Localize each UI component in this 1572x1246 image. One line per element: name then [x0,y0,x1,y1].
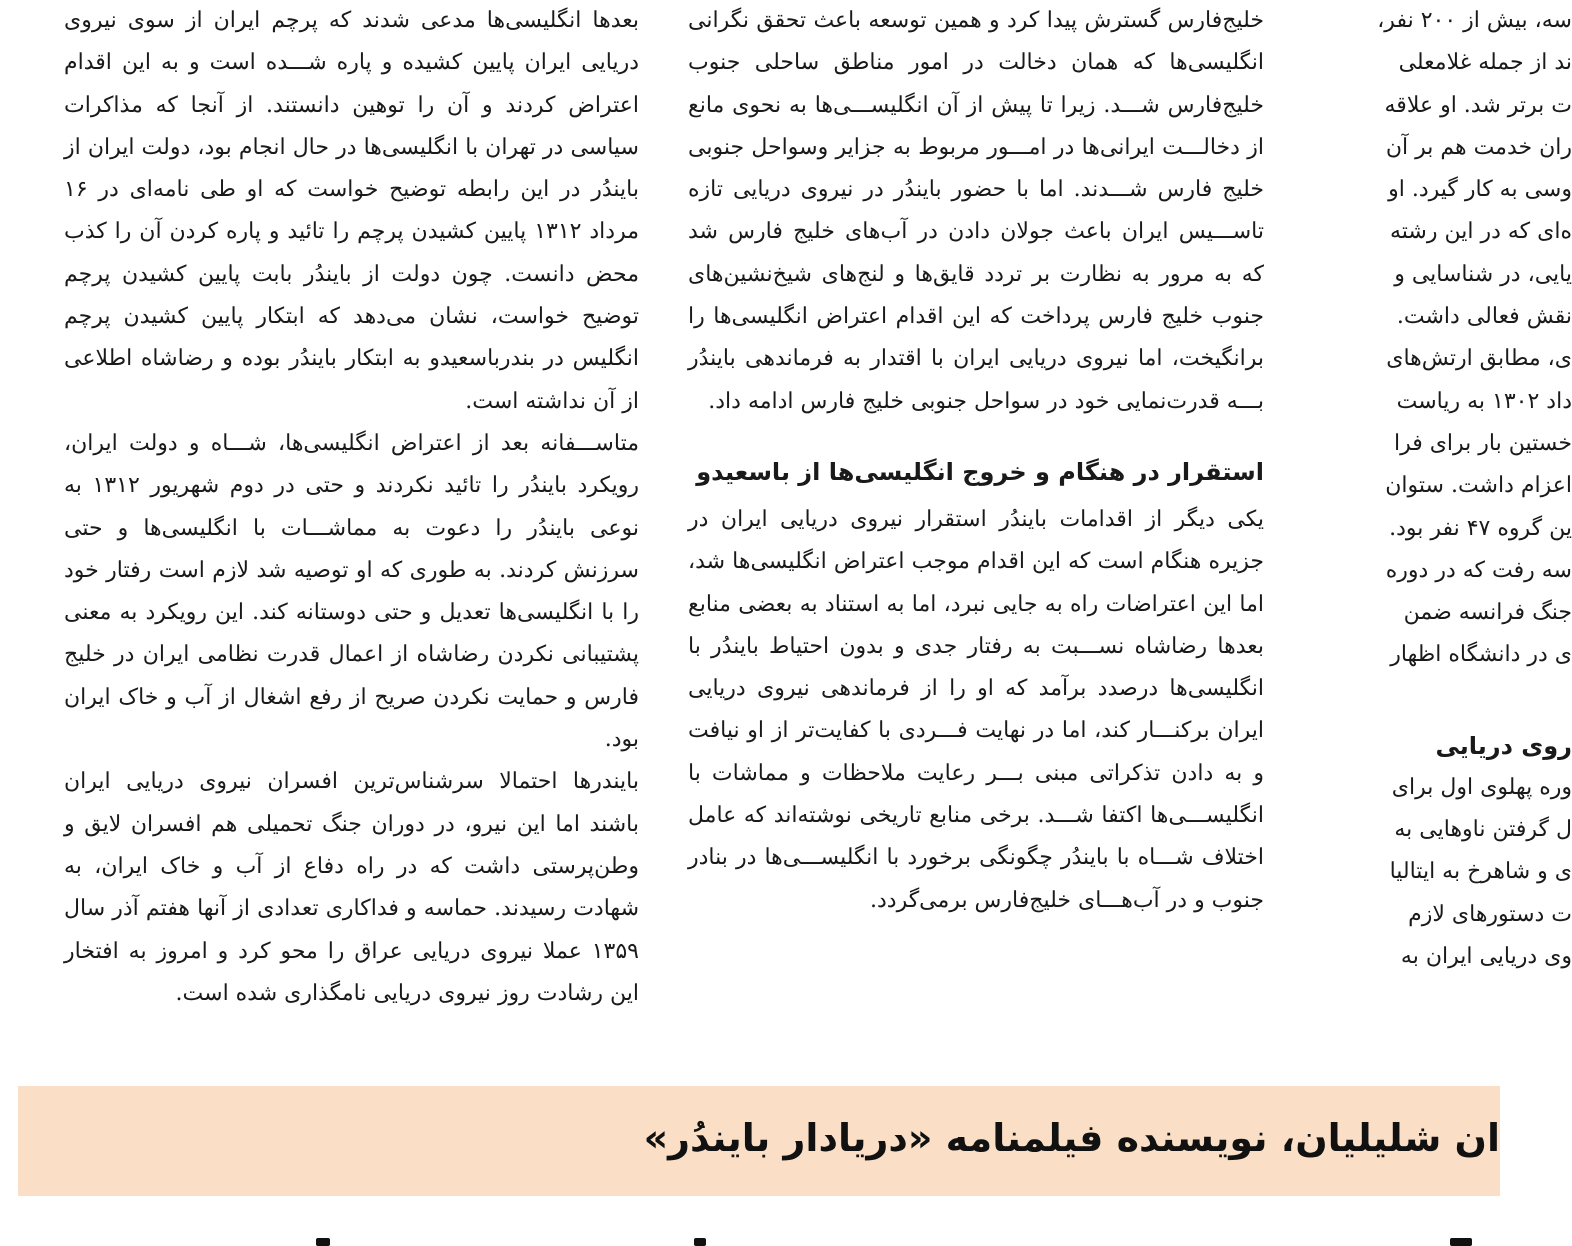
line: ران خدمت هم بر آن [1385,134,1572,160]
line: اعزام داشت. ستوان [1385,473,1572,499]
line: ی، مطابق ارتش‌های [1386,346,1572,372]
line: ین گروه ۴۷ نفر بود. [1389,515,1572,541]
line: ل گرفتن ناوهایی به [1394,817,1572,843]
line: داد ۱۳۰۲ به ریاست [1396,388,1572,414]
line: وره پهلوی اول برای [1391,774,1572,800]
line: ی در دانشگاه اظهار [1390,642,1572,668]
line: سه، بیش از ۲۰۰ نفر، [1377,8,1572,33]
line: ت برتر شد. او علاقه [1384,92,1572,118]
line: یایی، در شناسایی و [1394,261,1572,287]
paragraph: یکی دیگر از اقدامات بایندُر استقرار نیروی دریایی ایران در جزیره هنگام است که این اقدام موجب اعتراض انگلیسی‌ها شد، اما این اعتراضات راه به جایی نبرد، اما به استناد به بعضی منابع بعدها رضاشاه نســـبت به رفتار جدی و بدون احتیاط بایندُر با انگلیسی‌ها درصدد برآمد که او را از فرماندهی نیروی دریایی ایران برکنـــار کند، اما در نهایت فـــردی با کفایت‌تر از او نیافت و به دادن تذکراتی مبنی بـــر رعایت ملاحظات و مماشات با انگلیســـی‌ها اکتفا شـــد. برخی منابع تاریخی نوشته‌اند که عامل اختلاف شـــاه با بایندُر چگونگی برخورد با انگلیســـی‌ها در بنادر جنوب و در آب‌هـــای خلیج‌فارس برمی‌گردد. [688,506,1264,913]
line: نقش فعالی داشت. [1396,304,1572,330]
article-column-left [64,0,639,1020]
line: ی و شاهرخ به ایتالیا [1389,859,1572,885]
line: وسی به کار گیرد. او [1388,177,1572,203]
paragraph: متاســـفانه بعد از اعتراض انگلیسی‌ها، شـــاه و دولت ایران، رویکرد بایندُر را تائید نکردند و حتی در دوم شهریور ۱۳۱۲ به نوعی بایندُر را دعوت به مماشـــات با انگلیسی‌ها و حتی سرزنش کردند. به طوری که او توصیه شد لازم است رفتار خود را با انگلیسی‌ها تعدیل و حتی دوستانه کند. این رویکرد به معنی پشتیبانی نکردن رضاشاه از اعمال قدرت نظامی ایران در خلیج فارس و حمایت نکردن صریح از رفع اشغال از آب و خاک ایران بود. [64,430,639,753]
interview-title-banner [18,1086,1500,1196]
line: ت دستورهای لازم [1408,901,1572,927]
paragraph: بعدها انگلیسی‌ها مدعی شدند که پرچم ایران از سوی نیروی دریایی ایران پایین کشیده و پاره شـــده است و به این اقدام اعتراض کردند و آن را توهین دانستند. از آنجا که مذاکرات سیاسی در تهران با انگلیسی‌ها در حال انجام بود، دولت ایران از بایندُر در این رابطه توضیح خواست که او طی نامه‌ای در ۱۶ مرداد ۱۳۱۲ پایین کشیدن پرچم را تائید و پاره کردن آن را کذب محض دانست. چون دولت از بایندُر بابت پایین کشیدن پرچم توضیح خواست، نشان می‌دهد که ابتکار پایین کشیدن پرچم انگلیس در بندرباسعیدو به ابتکار بایندُر بوده و رضاشاه اطلاعی از آن نداشته است. [64,8,640,414]
line: خستین بار برای فرا [1393,430,1572,456]
line: وی دریایی ایران به [1400,943,1572,969]
section-heading: روی دریایی [1435,731,1572,760]
cut-off-next-line [0,1228,1500,1244]
line: جنگ فرانسه ضمن [1403,600,1572,626]
paragraph: بایندرها احتمالا سرشناس‌ترین افسران نیروی دریایی ایران باشند اما این نیرو، در دوران جنگ تحمیلی هم افسران لایق و وطن‌پرستی داشت که در راه دفاع از آب و خاک ایران، به شهادت رسیدند. حماسه و فداکاری تعدادی از آنها هفتم آذر سال ۱۳۵۹ عملا نیروی دریایی عراق را محو کرد و امروز به افتخار این رشادت روز نیروی دریایی نامگذاری شده است. [64,769,639,1006]
paragraph: خلیج‌فارس گسترش پیدا کرد و همین توسعه باعث تحقق نگرانی انگلیسی‌ها که همان دخالت در امور مناطق ساحلی جنوب خلیج‌فارس شـــد. زیرا تا پیش از آن انگلیســـی‌ها به نحوی مانع از دخالـــت ایرانی‌ها در امـــور مربوط به جزایر وسواحل جنوبی خلیج فارس شـــدند. اما با حضور بایندُر در نیروی دریایی تازه تاســـیس ایران باعث جولان دادن در آب‌های خلیج فارس شد که به مرور به نظارت بر تردد قایق‌ها و لنج‌های شیخ‌نشین‌های جنوب خلیج فارس پرداخت که این اقدام اعتراض انگلیسی‌ها را برانگیخت، اما نیروی دریایی ایران با اقتدار به فرماندهی بایندُر بـــه قدرت‌نمایی خود در سواحل جنوبی خلیج فارس ادامه داد. [688,8,1265,414]
line: ند از جمله غلامعلی [1398,50,1572,76]
section-heading: استقرار در هنگام و خروج انگلیسی‌ها از باسعیدو [696,457,1264,486]
line: ه‌ای که در این رشته [1390,219,1572,245]
article-column-right [1312,0,1572,1020]
line: سه رفت که در دوره [1385,557,1572,583]
glyph-fragment [316,1238,330,1246]
banner-title: ان شلیلیان، نویسنده فیلمنامه «دریادار بایندُر» [643,1116,1500,1160]
article-column-middle [688,0,1264,1020]
glyph-fragment [1450,1238,1472,1246]
glyph-fragment [694,1238,706,1246]
